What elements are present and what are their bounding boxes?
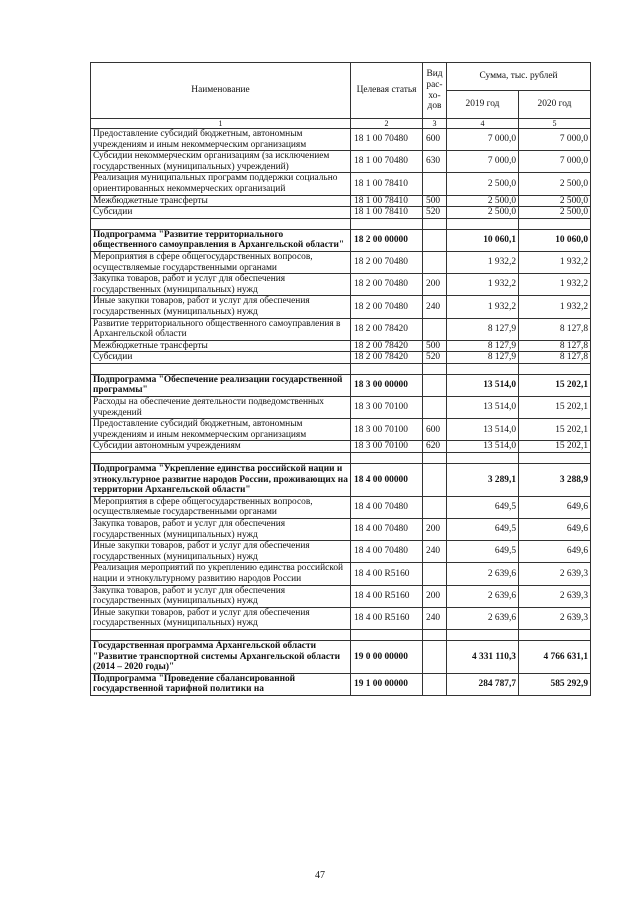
cell-name: Иные закупки товаров, работ и услуг для обеспечения государственных (муниципальных) нужд xyxy=(91,607,351,629)
table-row xyxy=(91,340,591,352)
cell-target: 18 1 00 70480 xyxy=(351,129,423,151)
table-row xyxy=(91,296,591,318)
cell-vid: 500 xyxy=(423,195,447,207)
cell-name: Субсидии xyxy=(91,352,351,364)
cell-vid: 240 xyxy=(423,607,447,629)
table-row xyxy=(91,207,591,219)
cell-name: Подпрограмма "Укрепление единства российской нации и этнокультурное развитие народов России, проживающих на территории Архангельской области" xyxy=(91,464,351,497)
cell-target: 18 4 00 R5160 xyxy=(351,607,423,629)
cell-2020: 8 127,8 xyxy=(519,352,591,364)
empty-cell xyxy=(423,629,447,640)
cell-name: Развитие территориального общественного самоуправления в Архангельской области xyxy=(91,318,351,340)
cell-target: 18 3 00 70100 xyxy=(351,441,423,453)
cell-2020: 2 639,3 xyxy=(519,585,591,607)
cell-vid xyxy=(423,496,447,518)
page-number: 47 xyxy=(315,870,325,881)
table-row xyxy=(91,563,591,585)
cell-2019: 284 787,7 xyxy=(447,673,519,695)
program-row xyxy=(91,464,591,497)
cell-2019: 3 289,1 xyxy=(447,464,519,497)
cell-2019: 2 500,0 xyxy=(447,207,519,219)
header-sum: Сумма, тыс. рублей xyxy=(447,63,591,91)
cell-name: Межбюджетные трансферты xyxy=(91,195,351,207)
empty-cell xyxy=(519,218,591,229)
cell-vid xyxy=(423,251,447,273)
cell-name: Расходы на обеспечение деятельности подведомственных учреждений xyxy=(91,397,351,419)
spacer-row xyxy=(91,453,591,464)
cell-vid: 600 xyxy=(423,419,447,441)
cell-target: 18 2 00 70480 xyxy=(351,274,423,296)
table-row xyxy=(91,441,591,453)
cell-2019: 13 514,0 xyxy=(447,374,519,396)
cell-vid: 200 xyxy=(423,585,447,607)
cell-vid: 520 xyxy=(423,352,447,364)
empty-cell xyxy=(447,453,519,464)
spacer-row xyxy=(91,629,591,640)
cell-vid: 620 xyxy=(423,441,447,453)
cell-2020: 7 000,0 xyxy=(519,129,591,151)
cell-name: Подпрограмма "Проведение сбалансированной государственной тарифной политики на xyxy=(91,673,351,695)
cell-vid: 200 xyxy=(423,519,447,541)
cell-2019: 8 127,9 xyxy=(447,340,519,352)
col-number: 3 xyxy=(423,119,447,129)
col-number: 5 xyxy=(519,119,591,129)
cell-2019: 649,5 xyxy=(447,541,519,563)
empty-cell xyxy=(351,453,423,464)
cell-target: 18 3 00 70100 xyxy=(351,419,423,441)
cell-name: Иные закупки товаров, работ и услуг для обеспечения государственных (муниципальных) нужд xyxy=(91,541,351,563)
cell-vid xyxy=(423,173,447,195)
cell-2020: 2 639,3 xyxy=(519,607,591,629)
cell-2019: 2 639,6 xyxy=(447,563,519,585)
cell-target: 18 2 00 00000 xyxy=(351,229,423,251)
table-row xyxy=(91,274,591,296)
table-row xyxy=(91,419,591,441)
cell-target: 18 2 00 78420 xyxy=(351,352,423,364)
cell-target: 18 2 00 78420 xyxy=(351,340,423,352)
cell-2019: 13 514,0 xyxy=(447,441,519,453)
budget-table xyxy=(90,62,591,696)
cell-vid xyxy=(423,374,447,396)
cell-vid xyxy=(423,464,447,497)
table-row xyxy=(91,496,591,518)
cell-2019: 2 500,0 xyxy=(447,195,519,207)
table-row xyxy=(91,251,591,273)
cell-2020: 8 127,8 xyxy=(519,340,591,352)
cell-vid xyxy=(423,229,447,251)
cell-2019: 2 500,0 xyxy=(447,173,519,195)
spacer-row xyxy=(91,363,591,374)
table-row xyxy=(91,129,591,151)
cell-name: Реализация мероприятий по укреплению единства российской нации и этнокультурному развитию народов России xyxy=(91,563,351,585)
cell-2020: 4 766 631,1 xyxy=(519,640,591,673)
empty-cell xyxy=(447,218,519,229)
cell-name: Закупка товаров, работ и услуг для обеспечения государственных (муниципальных) нужд xyxy=(91,274,351,296)
cell-2020: 15 202,1 xyxy=(519,397,591,419)
empty-cell xyxy=(91,629,351,640)
cell-2019: 2 639,6 xyxy=(447,607,519,629)
cell-name: Субсидии некоммерческим организациям (за исключением государственных (муниципальных) учреждений) xyxy=(91,151,351,173)
cell-target: 18 1 00 78410 xyxy=(351,195,423,207)
cell-2019: 13 514,0 xyxy=(447,397,519,419)
cell-target: 18 4 00 R5160 xyxy=(351,585,423,607)
cell-2019: 4 331 110,3 xyxy=(447,640,519,673)
cell-2019: 13 514,0 xyxy=(447,419,519,441)
cell-vid: 240 xyxy=(423,541,447,563)
empty-cell xyxy=(447,629,519,640)
empty-cell xyxy=(519,363,591,374)
cell-name: Подпрограмма "Обеспечение реализации государственной программы" xyxy=(91,374,351,396)
cell-target: 18 4 00 00000 xyxy=(351,464,423,497)
cell-2020: 3 288,9 xyxy=(519,464,591,497)
empty-cell xyxy=(423,363,447,374)
cell-name: Закупка товаров, работ и услуг для обеспечения государственных (муниципальных) нужд xyxy=(91,585,351,607)
cell-2020: 585 292,9 xyxy=(519,673,591,695)
cell-2020: 10 060,0 xyxy=(519,229,591,251)
cell-2020: 2 500,0 xyxy=(519,173,591,195)
cell-2020: 15 202,1 xyxy=(519,419,591,441)
cell-target: 18 1 00 78410 xyxy=(351,207,423,219)
cell-target: 18 4 00 70480 xyxy=(351,541,423,563)
cell-name: Субсидии xyxy=(91,207,351,219)
cell-vid: 200 xyxy=(423,274,447,296)
cell-name: Предоставление субсидий бюджетным, автономным учреждениям и иным некоммерческим организациям xyxy=(91,419,351,441)
cell-target: 19 0 00 00000 xyxy=(351,640,423,673)
cell-2019: 649,5 xyxy=(447,496,519,518)
empty-cell xyxy=(351,629,423,640)
cell-2020: 1 932,2 xyxy=(519,274,591,296)
cell-name: Закупка товаров, работ и услуг для обеспечения государственных (муниципальных) нужд xyxy=(91,519,351,541)
cell-name: Мероприятия в сфере общегосударственных вопросов, осуществляемые государственными органами xyxy=(91,496,351,518)
cell-name: Межбюджетные трансферты xyxy=(91,340,351,352)
table-row xyxy=(91,541,591,563)
cell-name: Подпрограмма "Развитие территориального общественного самоуправления в Архангельской области" xyxy=(91,229,351,251)
cell-2020: 649,6 xyxy=(519,519,591,541)
table-row xyxy=(91,195,591,207)
col-number: 2 xyxy=(351,119,423,129)
cell-2019: 2 639,6 xyxy=(447,585,519,607)
cell-target: 18 4 00 R5160 xyxy=(351,563,423,585)
col-number: 4 xyxy=(447,119,519,129)
cell-2020: 2 500,0 xyxy=(519,207,591,219)
cell-2019: 649,5 xyxy=(447,519,519,541)
cell-name: Предоставление субсидий бюджетным, автономным учреждениям и иным некоммерческим организациям xyxy=(91,129,351,151)
cell-target: 18 1 00 78410 xyxy=(351,173,423,195)
table-row xyxy=(91,352,591,364)
cell-vid xyxy=(423,318,447,340)
cell-name: Мероприятия в сфере общегосударственных вопросов, осуществляемые государственными органами xyxy=(91,251,351,273)
empty-cell xyxy=(519,629,591,640)
empty-cell xyxy=(91,218,351,229)
table-row xyxy=(91,318,591,340)
cell-2019: 1 932,2 xyxy=(447,251,519,273)
spacer-row xyxy=(91,218,591,229)
table-row xyxy=(91,397,591,419)
table-row xyxy=(91,585,591,607)
cell-2020: 1 932,2 xyxy=(519,251,591,273)
header-name: Наименование xyxy=(91,63,351,119)
cell-name: Государственная программа Архангельской области "Развитие транспортной системы Архангельской области (2014 – 2020 годы)" xyxy=(91,640,351,673)
cell-vid xyxy=(423,397,447,419)
budget-table-page xyxy=(90,62,590,696)
cell-2019: 1 932,2 xyxy=(447,296,519,318)
empty-cell xyxy=(351,363,423,374)
empty-cell xyxy=(423,218,447,229)
cell-target: 18 2 00 70480 xyxy=(351,251,423,273)
cell-vid: 520 xyxy=(423,207,447,219)
table-row xyxy=(91,519,591,541)
cell-target: 19 1 00 00000 xyxy=(351,673,423,695)
cell-2019: 7 000,0 xyxy=(447,151,519,173)
cell-vid: 630 xyxy=(423,151,447,173)
table-row xyxy=(91,173,591,195)
empty-cell xyxy=(423,453,447,464)
cell-target: 18 4 00 70480 xyxy=(351,519,423,541)
empty-cell xyxy=(91,453,351,464)
cell-2020: 8 127,8 xyxy=(519,318,591,340)
cell-2020: 649,6 xyxy=(519,496,591,518)
cell-name: Субсидии автономным учреждениям xyxy=(91,441,351,453)
cell-2019: 8 127,9 xyxy=(447,318,519,340)
header-2020: 2020 год xyxy=(519,91,591,119)
cell-2019: 8 127,9 xyxy=(447,352,519,364)
cell-name: Реализация муниципальных программ поддержки социально ориентированных некоммерческих организаций xyxy=(91,173,351,195)
cell-2020: 15 202,1 xyxy=(519,374,591,396)
cell-2020: 7 000,0 xyxy=(519,151,591,173)
table-row xyxy=(91,151,591,173)
cell-2020: 1 932,2 xyxy=(519,296,591,318)
header-target: Целевая статья xyxy=(351,63,423,119)
program-row xyxy=(91,673,591,695)
header-vid: Вид рас-хо-дов xyxy=(423,63,447,119)
cell-2020: 2 500,0 xyxy=(519,195,591,207)
cell-2019: 10 060,1 xyxy=(447,229,519,251)
empty-cell xyxy=(91,363,351,374)
cell-target: 18 4 00 70480 xyxy=(351,496,423,518)
cell-target: 18 2 00 78420 xyxy=(351,318,423,340)
cell-2019: 7 000,0 xyxy=(447,129,519,151)
cell-vid xyxy=(423,640,447,673)
cell-vid xyxy=(423,673,447,695)
table-row xyxy=(91,607,591,629)
cell-vid: 240 xyxy=(423,296,447,318)
cell-2020: 649,6 xyxy=(519,541,591,563)
cell-2020: 15 202,1 xyxy=(519,441,591,453)
program-row xyxy=(91,229,591,251)
cell-vid: 600 xyxy=(423,129,447,151)
empty-cell xyxy=(351,218,423,229)
cell-target: 18 2 00 70480 xyxy=(351,296,423,318)
cell-2019: 1 932,2 xyxy=(447,274,519,296)
cell-target: 18 3 00 00000 xyxy=(351,374,423,396)
header-2019: 2019 год xyxy=(447,91,519,119)
cell-2020: 2 639,3 xyxy=(519,563,591,585)
empty-cell xyxy=(519,453,591,464)
cell-name: Иные закупки товаров, работ и услуг для обеспечения государственных (муниципальных) нужд xyxy=(91,296,351,318)
cell-vid: 500 xyxy=(423,340,447,352)
cell-vid xyxy=(423,563,447,585)
empty-cell xyxy=(447,363,519,374)
program-row xyxy=(91,374,591,396)
program-row xyxy=(91,640,591,673)
cell-target: 18 3 00 70100 xyxy=(351,397,423,419)
cell-target: 18 1 00 70480 xyxy=(351,151,423,173)
table-body xyxy=(91,129,591,696)
col-number: 1 xyxy=(91,119,351,129)
